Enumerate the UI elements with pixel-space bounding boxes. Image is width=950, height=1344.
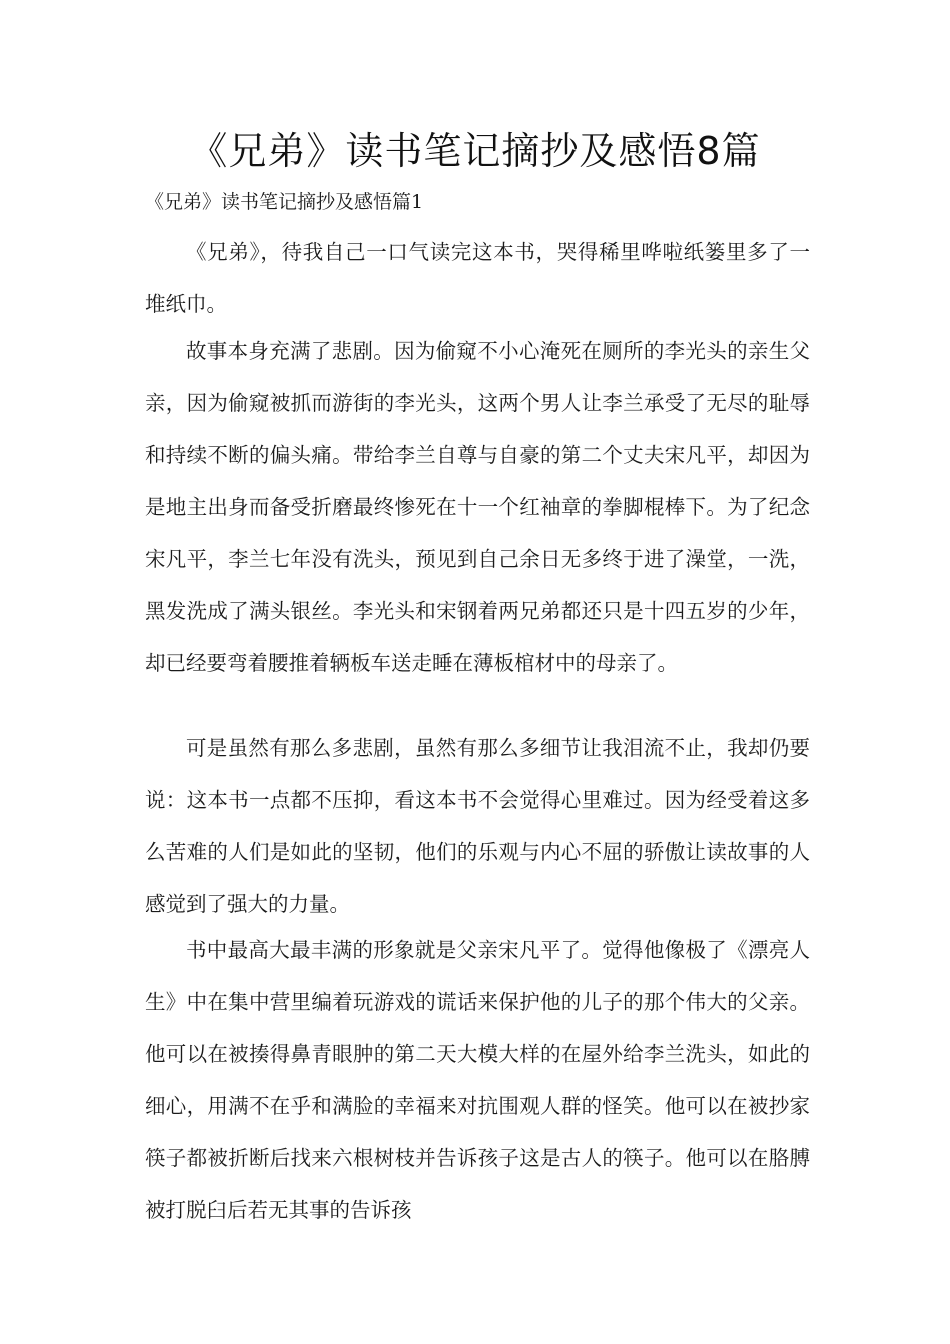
section-heading: 《兄弟》读书笔记摘抄及感悟篇1 [145,191,424,213]
document-title: 《兄弟》读书笔记摘抄及感悟8篇 [189,129,761,173]
paragraph-3: 可是虽然有那么多悲剧，虽然有那么多细节让我泪流不止，我却仍要说：这本书一点都不压抑，看这本书不会觉得心里难过。因为经受着这多么苦难的人们是如此的坚韧，他们的乐观与内心不屈的骄傲让读故事的人感觉到了强大的力量。 [145,736,810,916]
paragraph-2: 故事本身充满了悲剧。因为偷窥不小心淹死在厕所的李光头的亲生父亲，因为偷窥被抓而游街的李光头，这两个男人让李兰承受了无尽的耻辱和持续不断的偏头痛。带给李兰自尊与自豪的第二个丈夫宋凡平，却因为是地主出身而备受折磨最终惨死在十一个红袖章的拳脚棍棒下。为了纪念宋凡平，李兰七年没有洗头，预见到自己余日无多终于进了澡堂，一洗，黑发洗成了满头银丝。李光头和宋钢着两兄弟都还只是十四五岁的少年，却已经要弯着腰推着辆板车送走睡在薄板棺材中的母亲了。 [145,339,810,675]
paragraph-1: 《兄弟》，待我自己一口气读完这本书，哭得稀里哗啦纸篓里多了一堆纸巾。 [145,240,810,316]
paragraph-4: 书中最高大最丰满的形象就是父亲宋凡平了。觉得他像极了《漂亮人生》中在集中营里编着玩游戏的谎话来保护他的儿子的那个伟大的父亲。他可以在被揍得鼻青眼肿的第二天大模大样的在屋外给李兰洗头，如此的细心，用满不在乎和满脸的幸福来对抗围观人群的怪笑。他可以在被抄家筷子都被折断后找来六根树枝并告诉孩子这是古人的筷子。他可以在胳膊被打脱臼后若无其事的告诉孩 [145,938,810,1222]
